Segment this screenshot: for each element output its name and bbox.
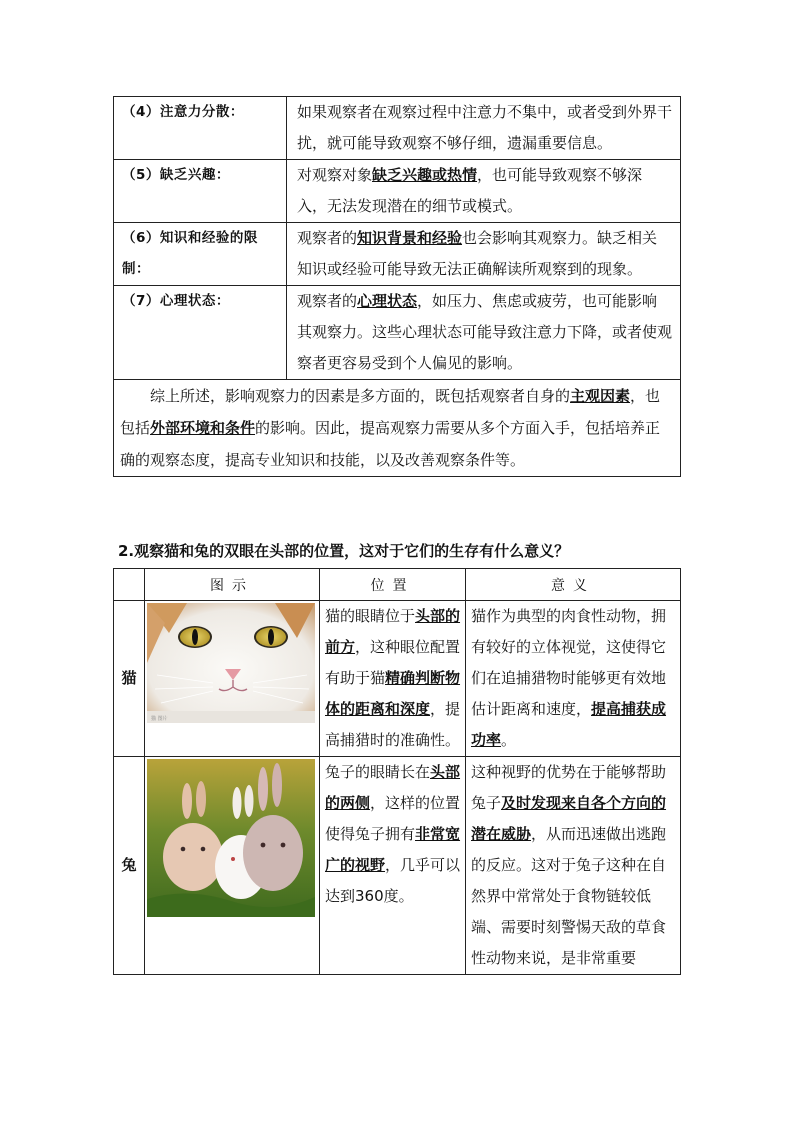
key-phrase: 外部环境和条件 (150, 419, 256, 437)
key-phrase: 头部的两侧 (325, 763, 461, 812)
meaning-text: 这种视野的优势在于能够帮助兔子及时发现来自各个方向的潜在威胁，从而迅速做出逃跑的反应。这对于兔子这种在自然界中常常处于食物链较低端、需要时刻警惕天敌的草食性动物来说，是非常重要 (466, 757, 681, 975)
key-phrase: 知识背景和经验 (357, 229, 463, 247)
factor-row (114, 97, 681, 160)
rabbits-image (147, 759, 315, 917)
key-phrase: 及时发现来自各个方向的潜在威胁 (471, 794, 667, 843)
question-title: 2.观察猫和兔的双眼在头部的位置，这对于它们的生存有什么意义？ (118, 542, 570, 560)
key-phrase: 主观因素 (570, 387, 631, 405)
cat-photo (145, 601, 320, 757)
rabbit-photo (145, 757, 320, 975)
key-phrase: 非常宽广的视野 (325, 825, 461, 874)
header-cell: 位置 (320, 569, 466, 601)
header-cell (114, 569, 145, 601)
factor-table (113, 96, 681, 477)
factor-text: 观察者的心理状态，如压力、焦虑或疲劳，也可能影响其观察力。这些心理状态可能导致注意力下降，或者使观察者更容易受到个人偏见的影响。 (287, 286, 681, 380)
factor-row (114, 286, 681, 380)
meaning-text: 猫作为典型的肉食性动物，拥有较好的立体视觉，这使得它们在追捕猎物时能够更有效地估计距离和速度，提高捕获成功率。 (466, 601, 681, 757)
factor-text: 如果观察者在观察过程中注意力不集中，或者受到外界干扰，就可能导致观察不够仔细，遗漏重要信息。 (287, 97, 681, 160)
factor-label: （4）注意力分散： (114, 97, 287, 160)
factor-text: 对观察对象缺乏兴趣或热情，也可能导致观察不够深入，无法发现潜在的细节或模式。 (287, 160, 681, 223)
header-cell: 图示 (145, 569, 320, 601)
factor-label: （7）心理状态： (114, 286, 287, 380)
header-cell: 意义 (466, 569, 681, 601)
summary-text: 综上所述，影响观察力的因素是多方面的，既包括观察者自身的主观因素，也包括外部环境和条件的影响。因此，提高观察力需要从多个方面入手，包括培养正确的观察态度，提高专业知识和技能，以及改善观察条件等。 (114, 380, 681, 477)
animal-name: 兔 (114, 757, 145, 975)
factor-label: （5）缺乏兴趣： (114, 160, 287, 223)
animal-name: 猫 (114, 601, 145, 757)
key-phrase: 提高捕获成功率 (471, 700, 667, 749)
header-row (114, 569, 681, 601)
svg-text:猫 图片: 猫 图片 (151, 716, 168, 722)
factor-row (114, 160, 681, 223)
rabbit-row (114, 757, 681, 975)
key-phrase: 心理状态 (357, 292, 418, 310)
position-text: 猫的眼睛位于头部的前方，这种眼位配置有助于猫精确判断物体的距离和深度，提高捕猎时的准确性。 (320, 601, 466, 757)
compare-table (113, 568, 681, 975)
cat-row (114, 601, 681, 757)
key-phrase: 缺乏兴趣或热情 (372, 166, 478, 184)
cat-face-image (147, 603, 315, 723)
key-phrase: 精确判断物体的距离和深度 (325, 669, 461, 718)
summary-row (114, 380, 681, 477)
factor-row (114, 223, 681, 286)
position-text: 兔子的眼睛长在头部的两侧，这样的位置使得兔子拥有非常宽广的视野，几乎可以达到360度。 (320, 757, 466, 975)
key-phrase: 头部的前方 (325, 607, 461, 656)
factor-label: （6）知识和经验的限制： (114, 223, 287, 286)
factor-text: 观察者的知识背景和经验也会影响其观察力。缺乏相关知识或经验可能导致无法正确解读所观察到的现象。 (287, 223, 681, 286)
